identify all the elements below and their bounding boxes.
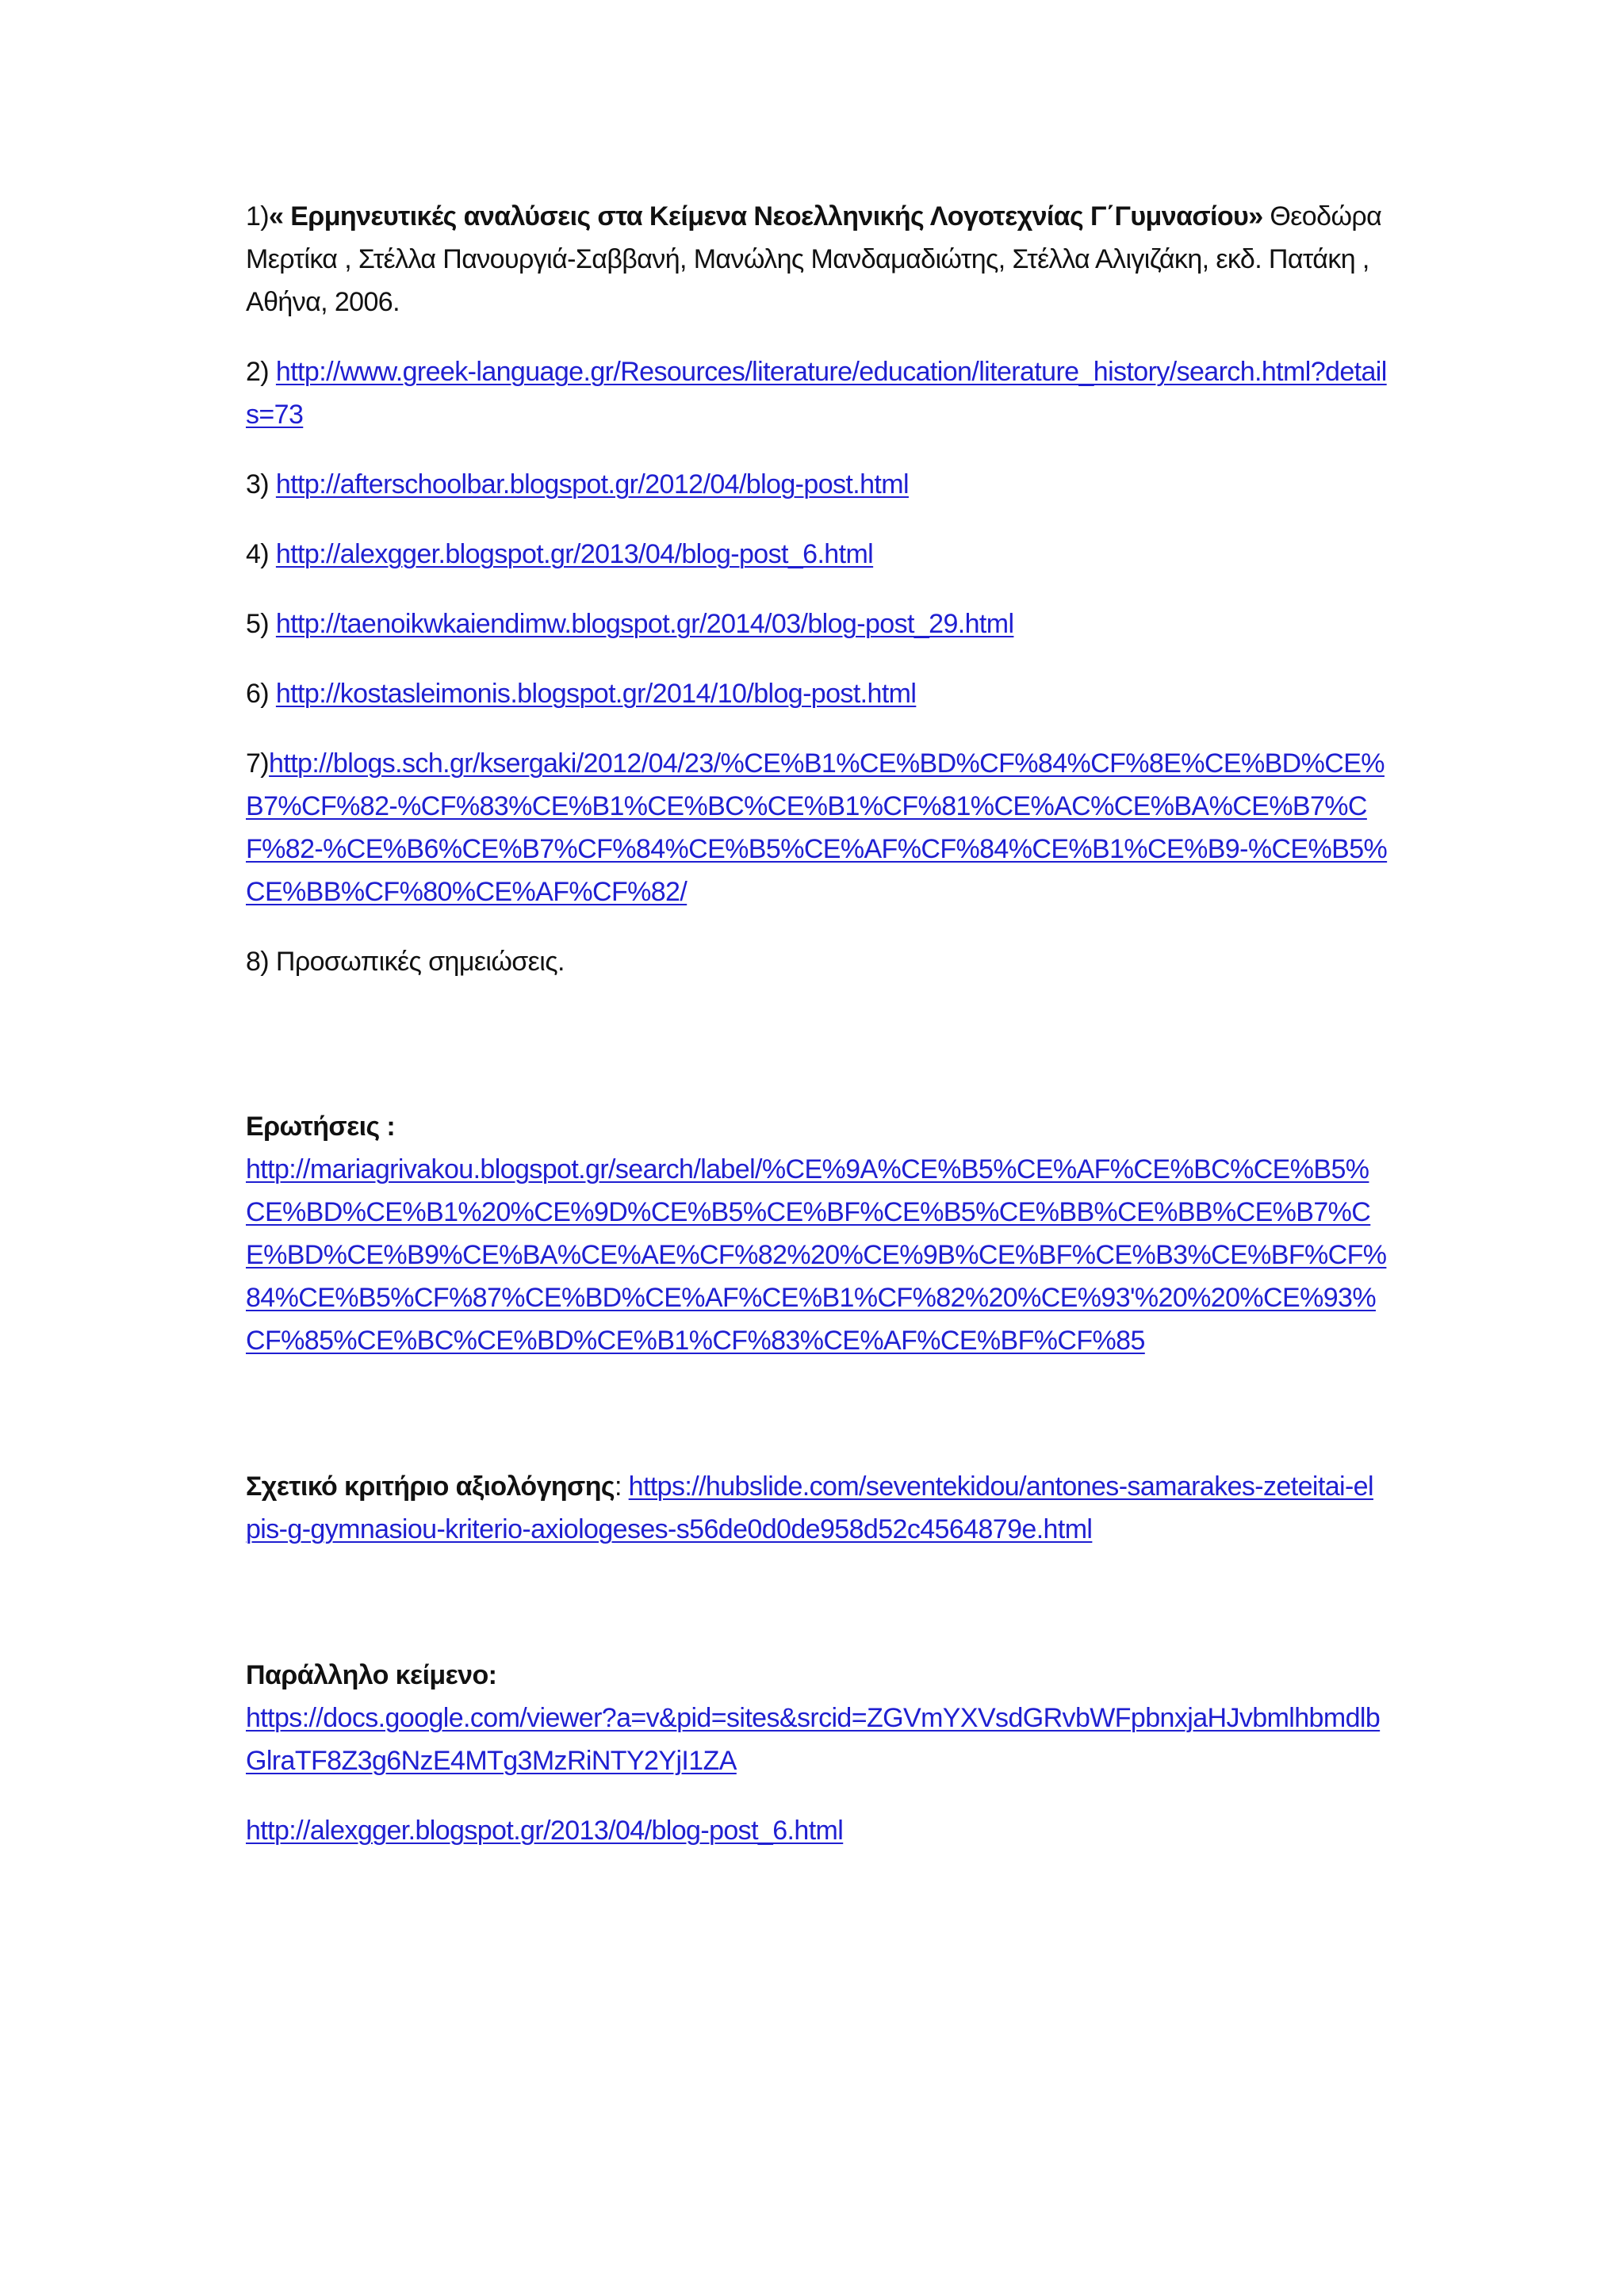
reference-link[interactable]: http://kostasleimonis.blogspot.gr/2014/10/blog-post.html [275, 679, 917, 709]
reference-number: 3) [246, 469, 270, 499]
spacer [246, 1578, 1388, 1654]
parallel-link-paragraph-1 [246, 1697, 1388, 1782]
book-authors: Θεοδώρα Μερτίκα , Στέλλα Πανουργιά-Σαββανή, Μανώλης Μανδαμαδιώτης, Στέλλα Αλιγιζάκη, εκδ. Πατάκη , Αθήνα, 2006. [246, 201, 1382, 317]
parallel-text-link[interactable]: http://alexgger.blogspot.gr/2013/04/blog-post_6.html [246, 1816, 844, 1846]
assessment-link[interactable]: https://hubslide.com/seventekidou/antones-samarakes-zeteitai-elpis-g-gymnasiou-kriterio-axiologeses-s56de0d0de958d52c4564879e.html [246, 1471, 1373, 1544]
reference-8 [246, 940, 1388, 983]
reference-1 [246, 195, 1388, 323]
spacer [246, 1010, 1388, 1105]
reference-6 [246, 672, 1388, 715]
questions-link-paragraph [246, 1148, 1388, 1362]
book-title: « Ερμηνευτικές αναλύσεις στα Κείμενα Νεοελληνικής Λογοτεχνίας Γ΄Γυμνασίου» [269, 201, 1263, 232]
reference-5 [246, 603, 1388, 645]
personal-notes: Προσωπικές σημειώσεις. [275, 947, 565, 977]
reference-number: 8) [246, 947, 270, 977]
reference-link[interactable]: http://taenoikwkaiendimw.blogspot.gr/2014/03/blog-post_29.html [275, 609, 1014, 639]
spacer [246, 1389, 1388, 1465]
assessment-paragraph [246, 1465, 1388, 1551]
reference-3 [246, 463, 1388, 506]
reference-number: 7) [246, 748, 270, 779]
parallel-text-heading: Παράλληλο κείμενο: [246, 1660, 497, 1690]
questions-link[interactable]: http://mariagrivakou.blogspot.gr/search/label/%CE%9A%CE%B5%CE%AF%CE%BC%CE%B5%CE%BD%CE%B1%20%CE%9D%CE%B5%CE%BF%CE%B5%CE%BB%CE%BB%CE%B7%CE%BD%CE%B9%CE%BA%CE%AE%CF%82%20%CE%9B%CE%BF%CE%B3%CE%BF%CF%84%CE%B5%CF%87%CE%BD%CE%AF%CE%B1%CF%82%20%CE%93'%20%20%CE%93%CF%85%CE%BC%CE%BD%CE%B1%CF%83%CE%AF%CE%BF%CF%85 [246, 1154, 1387, 1356]
reference-link[interactable]: http://afterschoolbar.blogspot.gr/2012/04/blog-post.html [275, 469, 909, 499]
assessment-separator: : [614, 1471, 629, 1502]
document-page [246, 195, 1388, 1879]
reference-number: 4) [246, 539, 270, 569]
assessment-heading: Σχετικό κριτήριο αξιολόγησης [246, 1471, 615, 1502]
reference-number: 1) [246, 201, 270, 232]
reference-link[interactable]: http://alexgger.blogspot.gr/2013/04/blog-post_6.html [275, 539, 874, 569]
reference-link[interactable]: http://blogs.sch.gr/ksergaki/2012/04/23/%CE%B1%CE%BD%CF%84%CF%8E%CE%BD%CE%B7%CF%82-%CF%83%CE%B1%CE%BC%CE%B1%CF%81%CE%AC%CE%BA%CE%B7%CF%82-%CE%B6%CE%B7%CF%84%CE%B5%CE%AF%CF%84%CE%B1%CE%B9-%CE%B5%CE%BB%CF%80%CE%AF%CF%82/ [246, 748, 1388, 907]
reference-number: 5) [246, 609, 270, 639]
reference-4 [246, 533, 1388, 576]
reference-number: 6) [246, 679, 270, 709]
reference-7 [246, 742, 1388, 913]
questions-heading: Ερωτήσεις : [246, 1112, 396, 1142]
reference-link[interactable]: http://www.greek-language.gr/Resources/literature/education/literature_history/search.html?details=73 [246, 357, 1387, 430]
parallel-text-link[interactable]: https://docs.google.com/viewer?a=v&pid=sites&srcid=ZGVmYXVsdGRvbWFpbnxjaHJvbmlhbmdlbGlraTF8Z3g6NzE4MTg3MzRiNTY2YjI1ZA [246, 1703, 1381, 1776]
reference-2 [246, 350, 1388, 436]
reference-number: 2) [246, 357, 270, 387]
parallel-link-paragraph-2 [246, 1809, 1388, 1852]
